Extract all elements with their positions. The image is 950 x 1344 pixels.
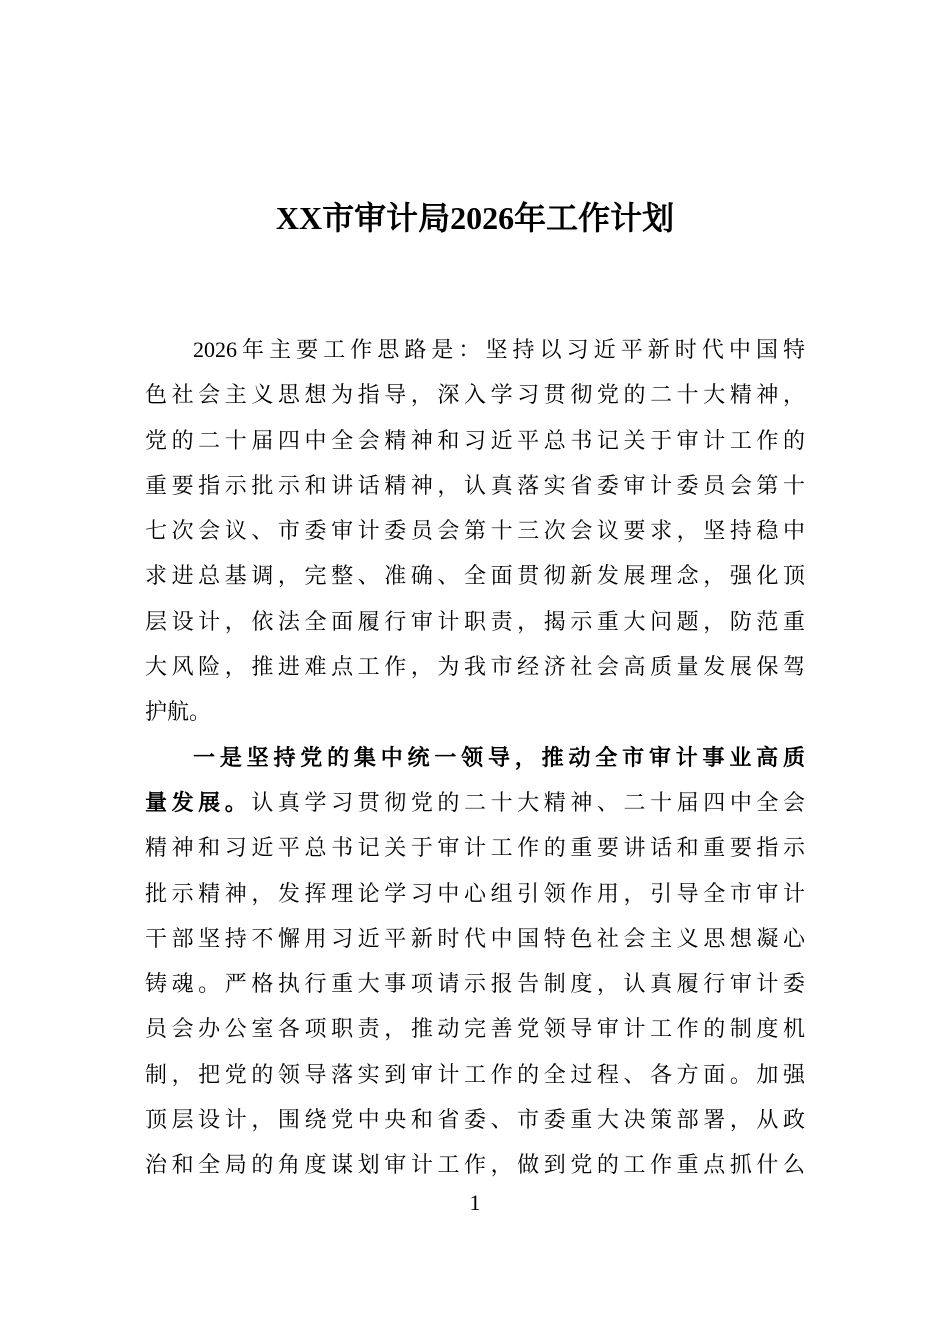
text-line xyxy=(145,780,805,825)
document-title: XX市审计局2026年工作计划 xyxy=(275,200,675,236)
paragraph-work-approach xyxy=(145,327,805,735)
text-line: 批示精神，发挥理论学习中心组引领作用，引导全市审计 xyxy=(145,880,805,906)
text-line: 求进总基调，完整、准确、全面贯彻新发展理念，强化顶 xyxy=(145,563,805,589)
text-line: 色社会主义思想为指导，深入学习贯彻党的二十大精神， xyxy=(145,382,805,408)
text-line: 大风险，推进难点工作，为我市经济社会高质量发展保驾 xyxy=(145,654,805,680)
text-line: 干部坚持不懈用习近平新时代中国特色社会主义思想凝心 xyxy=(145,925,805,951)
text-line: 制，把党的领导落实到审计工作的全过程、各方面。加强 xyxy=(145,1061,805,1087)
document-body xyxy=(145,327,805,1188)
text-segment: 认真学习贯彻党的二十大精神、二十届四中全会 xyxy=(251,789,805,815)
paragraph-party-leadership xyxy=(145,735,805,1188)
text-line: 重要指示批示和讲话精神，认真落实省委审计委员会第十 xyxy=(145,472,805,498)
page-number: 1 xyxy=(469,1190,481,1215)
section-heading-end: 量发展。 xyxy=(145,789,252,815)
text-line: 铸魂。严格执行重大事项请示报告制度，认真履行审计委 xyxy=(145,971,805,997)
text-line: 层设计，依法全面履行审计职责，揭示重大问题，防范重 xyxy=(145,608,805,634)
text-line: 七次会议、市委审计委员会第十三次会议要求，坚持稳中 xyxy=(145,518,805,544)
text-line: 党的二十届四中全会精神和习近平总书记关于审计工作的 xyxy=(145,427,805,453)
text-line: 治和全局的角度谋划审计工作，做到党的工作重点抓什么 xyxy=(145,1152,805,1178)
text-line: 员会办公室各项职责，推动完善党领导审计工作的制度机 xyxy=(145,1016,805,1042)
text-line: 精神和习近平总书记关于审计工作的重要讲话和重要指示 xyxy=(145,835,805,861)
section-heading-line: 一是坚持党的集中统一领导，推动全市审计事业高质 xyxy=(193,744,805,770)
text-line: 顶层设计，围绕党中央和省委、市委重大决策部署，从政 xyxy=(145,1107,805,1133)
text-line: 护航。 xyxy=(145,699,212,725)
text-line: 2026年主要工作思路是：坚持以习近平新时代中国特 xyxy=(193,337,805,362)
